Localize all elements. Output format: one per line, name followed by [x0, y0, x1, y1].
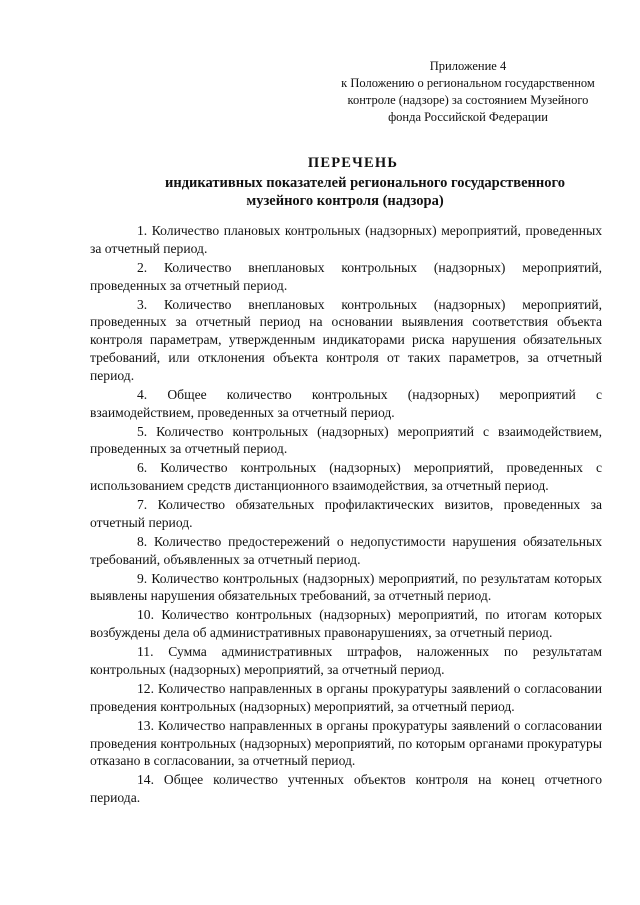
- list-item: 12. Количество направленных в органы прокуратуры заявлений о согласовании проведения контрольных (надзорных) мероприятий, за отчетный период.: [90, 680, 602, 714]
- title-subline-2: музейного контроля (надзора): [246, 193, 444, 209]
- title-subline-1: индикативных показателей регионального государственного: [165, 175, 565, 191]
- list-item: 11. Сумма административных штрафов, наложенных по результатам контрольных (надзорных) мероприятий, за отчетный период.: [90, 644, 602, 677]
- title-heading: ПЕРЕЧЕНЬ: [307, 155, 399, 171]
- list-item: 5. Количество контрольных (надзорных) мероприятий с взаимодействием, проведенных за отчетный период.: [90, 423, 602, 457]
- list-item: 7. Количество обязательных профилактических визитов, проведенных за отчетный период.: [90, 497, 602, 530]
- list-item: 3. Количество внеплановых контрольных (надзорных) мероприятий, проведенных за отчетный период на основании выявления соответствия объекта контроля параметрам, утвержденным индикаторами риска нарушения обязательных требований, или отклонения объекта контроля от таких параметров, за отчетный период.: [90, 296, 602, 383]
- list-item: 4. Общее количество контрольных (надзорных) мероприятий с взаимодействием, проведенных за отчетный период.: [90, 386, 602, 420]
- annex-ref-line-1: к Положению о региональном государственном: [341, 76, 595, 90]
- list-item: 6. Количество контрольных (надзорных) мероприятий, проведенных с использованием средств дистанционного взаимодействия, за отчетный период.: [90, 460, 602, 494]
- annex-header: [318, 58, 618, 126]
- list-item: 2. Количество внеплановых контрольных (надзорных) мероприятий, проведенных за отчетный период.: [90, 259, 602, 293]
- annex-ref-line-2: контроле (надзоре) за состоянием Музейного: [347, 93, 589, 107]
- list-item: 13. Количество направленных в органы прокуратуры заявлений о согласовании проведения контрольных (надзорных) мероприятий, по которым органами прокуратуры отказано в согласовании, за отчетный период.: [90, 717, 602, 769]
- annex-ref-line-3: фонда Российской Федерации: [388, 110, 548, 124]
- list-item: 8. Количество предостережений о недопустимости нарушения обязательных требований, объявленных за отчетный период.: [90, 533, 602, 567]
- list-item: 10. Количество контрольных (надзорных) мероприятий, по итогам которых возбуждены дела об административных правонарушениях, за отчетный период.: [90, 607, 602, 641]
- list-item: 9. Количество контрольных (надзорных) мероприятий, по результатам которых выявлены нарушения обязательных требований, за отчетный период.: [90, 570, 602, 604]
- annex-number: Приложение 4: [429, 59, 507, 73]
- indicator-list: [90, 222, 602, 808]
- list-item: 14. Общее количество учтенных объектов контроля на конец отчетного периода.: [90, 772, 602, 806]
- document-title: [0, 154, 640, 210]
- list-item: 1. Количество плановых контрольных (надзорных) мероприятий, проведенных за отчетный период.: [90, 223, 602, 256]
